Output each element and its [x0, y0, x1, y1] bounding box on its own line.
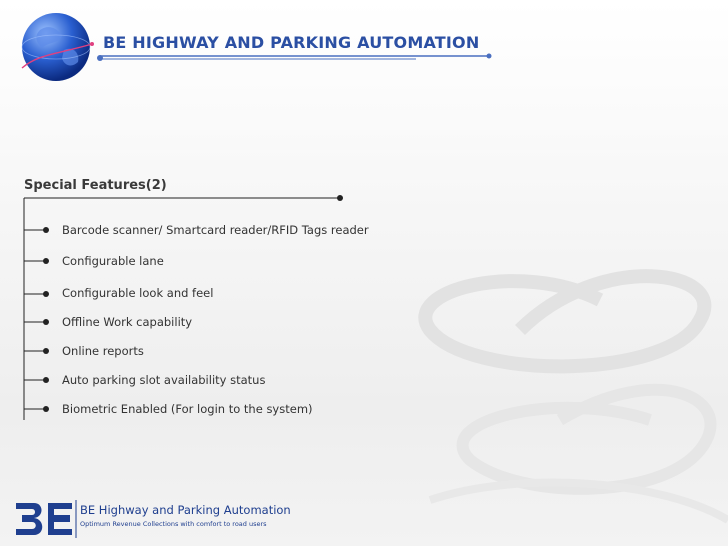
list-item: Configurable look and feel [62, 286, 214, 300]
footer-tagline: Optimum Revenue Collections with comfort to road users [80, 520, 267, 528]
be-logo-icon [14, 499, 74, 539]
list-item: Configurable lane [62, 254, 164, 268]
footer-divider [74, 500, 78, 540]
list-item: Auto parking slot availability status [62, 373, 266, 387]
list-item: Online reports [62, 344, 144, 358]
list-item: Offline Work capability [62, 315, 193, 329]
footer-company-name: BE Highway and Parking Automation [80, 503, 291, 517]
header-rule [96, 52, 496, 64]
list-item: Barcode scanner/ Smartcard reader/RFID Tags reader [62, 223, 369, 237]
header-title: BE HIGHWAY AND PARKING AUTOMATION [103, 33, 480, 52]
section-title: Special Features(2) [24, 178, 167, 193]
globe-icon [18, 10, 96, 84]
list-item: Biometric Enabled (For login to the system) [62, 402, 313, 416]
